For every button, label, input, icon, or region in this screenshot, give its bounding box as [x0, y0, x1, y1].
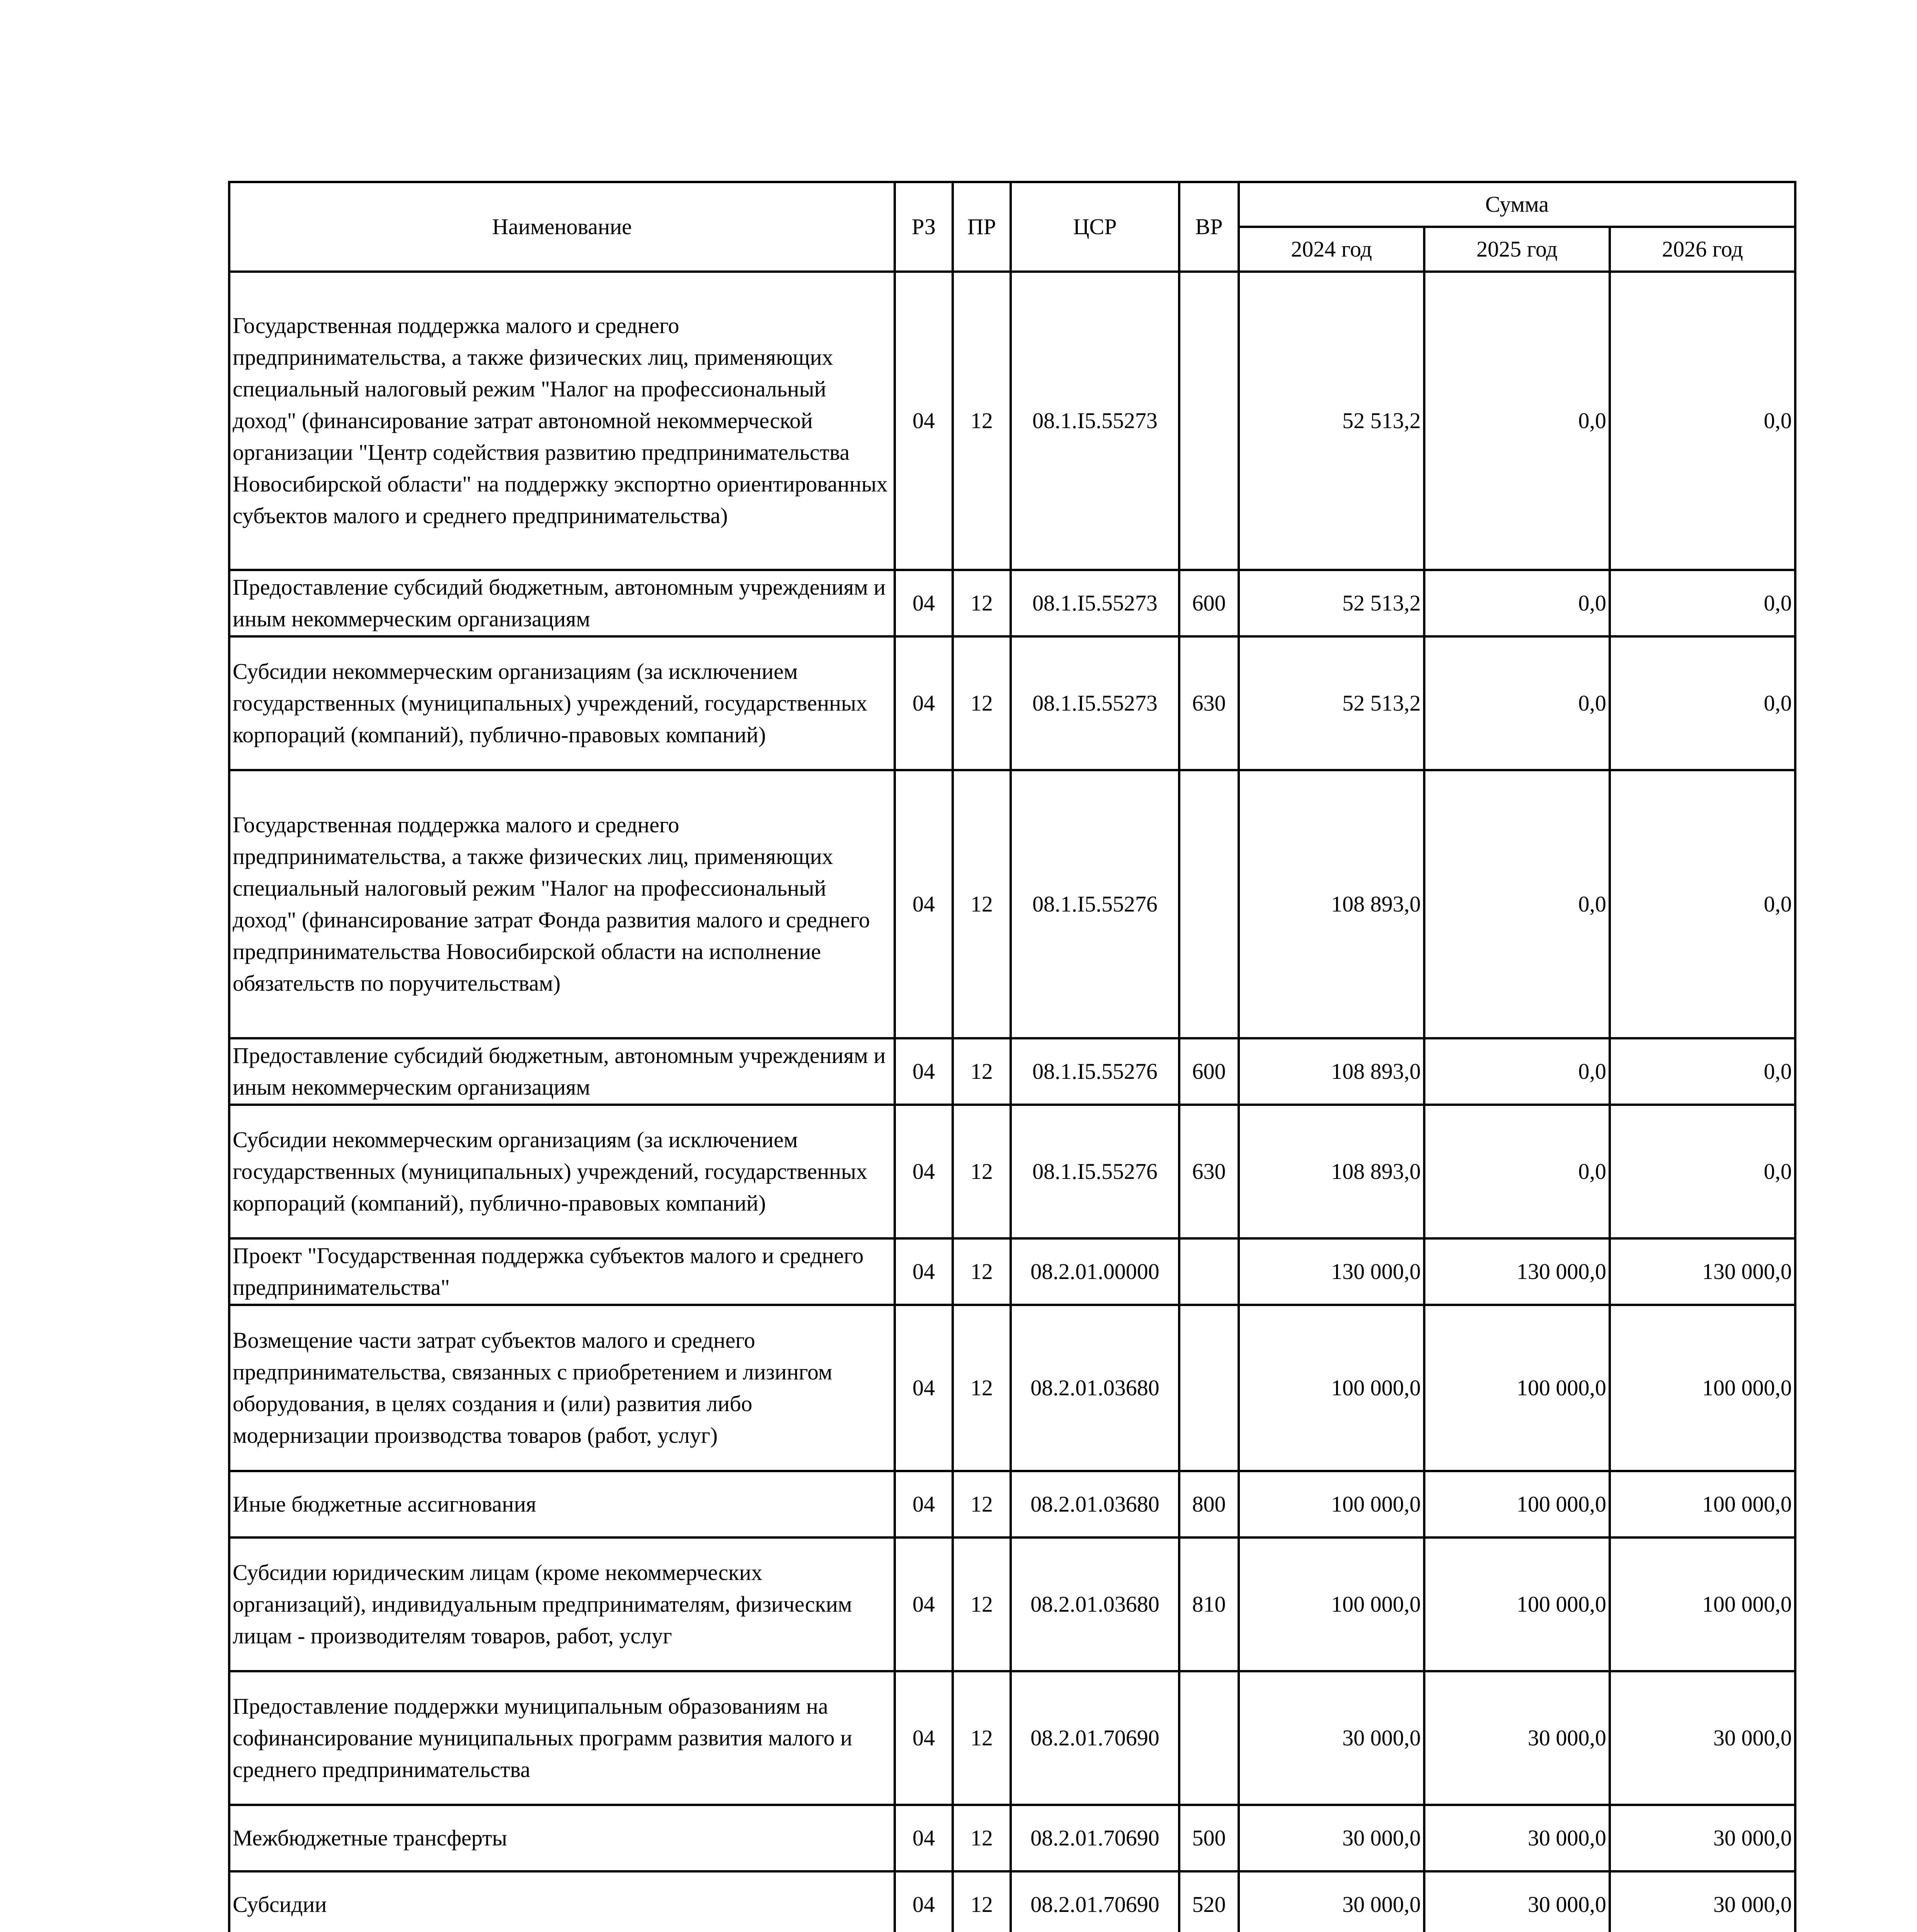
- cell-amount-2025: 130 000,0: [1424, 1238, 1610, 1305]
- cell-amount-2025: 100 000,0: [1424, 1305, 1610, 1471]
- cell-csr: 08.2.01.70690: [1011, 1671, 1179, 1805]
- cell-csr: 08.2.01.00000: [1011, 1238, 1179, 1305]
- cell-csr: 08.1.I5.55276: [1011, 770, 1179, 1038]
- header-year-2024: 2024 год: [1239, 227, 1424, 272]
- cell-rz: 04: [895, 1038, 953, 1105]
- cell-rz: 04: [895, 272, 953, 570]
- cell-pr: 12: [953, 1471, 1011, 1537]
- table-header: [229, 182, 1795, 272]
- cell-csr: 08.2.01.70690: [1011, 1871, 1179, 1932]
- cell-amount-2025: 0,0: [1424, 570, 1610, 636]
- cell-name: Предоставление поддержки муниципальным образованиям на софинансирование муниципальных программ развития малого и среднего предпринимательства: [229, 1671, 895, 1805]
- header-year-2025: 2025 год: [1424, 227, 1610, 272]
- cell-pr: 12: [953, 636, 1011, 770]
- cell-amount-2026: 0,0: [1610, 770, 1795, 1038]
- cell-name: Предоставление субсидий бюджетным, автономным учреждениям и иным некоммерческим организациям: [229, 570, 895, 636]
- cell-name: Государственная поддержка малого и среднего предпринимательства, а также физических лиц, применяющих специальный налоговый режим "Налог на профессиональный доход" (финансирование затрат Фонда развития малого и среднего предпринимательства Новосибирской области на исполнение обязательств по поручительствам): [229, 770, 895, 1038]
- table-row: [229, 1871, 1795, 1932]
- cell-vr: [1179, 770, 1239, 1038]
- cell-amount-2026: 0,0: [1610, 1038, 1795, 1105]
- cell-pr: 12: [953, 1671, 1011, 1805]
- table-row: [229, 1038, 1795, 1105]
- cell-rz: 04: [895, 1305, 953, 1471]
- cell-amount-2026: 130 000,0: [1610, 1238, 1795, 1305]
- cell-amount-2024: 30 000,0: [1239, 1671, 1424, 1805]
- cell-name: Субсидии некоммерческим организациям (за исключением государственных (муниципальных) учреждений, государственных корпораций (компаний), публично-правовых компаний): [229, 636, 895, 770]
- cell-amount-2024: 52 513,2: [1239, 570, 1424, 636]
- cell-amount-2026: 0,0: [1610, 272, 1795, 570]
- cell-amount-2025: 30 000,0: [1424, 1671, 1610, 1805]
- cell-csr: 08.2.01.70690: [1011, 1805, 1179, 1871]
- table-row: [229, 1305, 1795, 1471]
- cell-rz: 04: [895, 1805, 953, 1871]
- cell-csr: 08.1.I5.55276: [1011, 1038, 1179, 1105]
- cell-name: Межбюджетные трансферты: [229, 1805, 895, 1871]
- cell-rz: 04: [895, 1871, 953, 1932]
- cell-csr: 08.2.01.03680: [1011, 1471, 1179, 1537]
- cell-name: Государственная поддержка малого и среднего предпринимательства, а также физических лиц, применяющих специальный налоговый режим "Налог на профессиональный доход" (финансирование затрат автономной некоммерческой организации "Центр содействия развитию предпринимательства Новосибирской области" на поддержку экспортно ориентированных субъектов малого и среднего предпринимательства): [229, 272, 895, 570]
- cell-vr: 520: [1179, 1871, 1239, 1932]
- cell-amount-2024: 108 893,0: [1239, 1038, 1424, 1105]
- cell-name: Проект "Государственная поддержка субъектов малого и среднего предпринимательства": [229, 1238, 895, 1305]
- cell-vr: 500: [1179, 1805, 1239, 1871]
- cell-pr: 12: [953, 1238, 1011, 1305]
- cell-rz: 04: [895, 570, 953, 636]
- cell-pr: 12: [953, 570, 1011, 636]
- cell-pr: 12: [953, 1871, 1011, 1932]
- cell-amount-2025: 100 000,0: [1424, 1537, 1610, 1671]
- cell-rz: 04: [895, 1471, 953, 1537]
- cell-pr: 12: [953, 1305, 1011, 1471]
- cell-amount-2025: 0,0: [1424, 1038, 1610, 1105]
- table-row: [229, 636, 1795, 770]
- cell-rz: 04: [895, 1238, 953, 1305]
- cell-amount-2026: 30 000,0: [1610, 1805, 1795, 1871]
- cell-amount-2024: 30 000,0: [1239, 1805, 1424, 1871]
- table-row: [229, 1238, 1795, 1305]
- cell-csr: 08.2.01.03680: [1011, 1537, 1179, 1671]
- header-year-2026: 2026 год: [1610, 227, 1795, 272]
- cell-rz: 04: [895, 1537, 953, 1671]
- cell-amount-2024: 100 000,0: [1239, 1537, 1424, 1671]
- cell-vr: [1179, 1305, 1239, 1471]
- cell-csr: 08.1.I5.55276: [1011, 1105, 1179, 1238]
- table-row: [229, 1805, 1795, 1871]
- cell-amount-2026: 0,0: [1610, 636, 1795, 770]
- cell-amount-2026: 0,0: [1610, 1105, 1795, 1238]
- cell-pr: 12: [953, 1105, 1011, 1238]
- table-row: [229, 272, 1795, 570]
- header-sum: Сумма: [1239, 182, 1795, 227]
- cell-rz: 04: [895, 1671, 953, 1805]
- cell-vr: 630: [1179, 636, 1239, 770]
- cell-amount-2025: 30 000,0: [1424, 1871, 1610, 1932]
- cell-amount-2025: 0,0: [1424, 272, 1610, 570]
- header-vr: ВР: [1179, 182, 1239, 272]
- cell-amount-2025: 0,0: [1424, 636, 1610, 770]
- cell-rz: 04: [895, 770, 953, 1038]
- cell-amount-2024: 130 000,0: [1239, 1238, 1424, 1305]
- cell-amount-2024: 52 513,2: [1239, 636, 1424, 770]
- table-row: [229, 1105, 1795, 1238]
- cell-pr: 12: [953, 1038, 1011, 1105]
- table-row: [229, 1537, 1795, 1671]
- cell-vr: 600: [1179, 570, 1239, 636]
- budget-table: [228, 181, 1796, 1932]
- cell-vr: 630: [1179, 1105, 1239, 1238]
- cell-vr: 800: [1179, 1471, 1239, 1537]
- cell-vr: [1179, 272, 1239, 570]
- table-row: [229, 570, 1795, 636]
- cell-amount-2026: 30 000,0: [1610, 1671, 1795, 1805]
- cell-amount-2025: 0,0: [1424, 1105, 1610, 1238]
- cell-pr: 12: [953, 272, 1011, 570]
- cell-amount-2025: 100 000,0: [1424, 1471, 1610, 1537]
- cell-name: Субсидии: [229, 1871, 895, 1932]
- cell-csr: 08.1.I5.55273: [1011, 272, 1179, 570]
- cell-amount-2024: 100 000,0: [1239, 1471, 1424, 1537]
- table-row: [229, 770, 1795, 1038]
- cell-pr: 12: [953, 1805, 1011, 1871]
- cell-amount-2025: 0,0: [1424, 770, 1610, 1038]
- cell-vr: 600: [1179, 1038, 1239, 1105]
- table-body: [229, 272, 1795, 1932]
- cell-amount-2024: 52 513,2: [1239, 272, 1424, 570]
- header-pr: ПР: [953, 182, 1011, 272]
- cell-amount-2026: 30 000,0: [1610, 1871, 1795, 1932]
- cell-name: Субсидии некоммерческим организациям (за исключением государственных (муниципальных) учреждений, государственных корпораций (компаний), публично-правовых компаний): [229, 1105, 895, 1238]
- cell-csr: 08.1.I5.55273: [1011, 570, 1179, 636]
- header-rz: РЗ: [895, 182, 953, 272]
- cell-amount-2026: 100 000,0: [1610, 1537, 1795, 1671]
- cell-csr: 08.1.I5.55273: [1011, 636, 1179, 770]
- cell-vr: [1179, 1238, 1239, 1305]
- cell-amount-2026: 0,0: [1610, 570, 1795, 636]
- header-csr: ЦСР: [1011, 182, 1179, 272]
- cell-amount-2024: 108 893,0: [1239, 770, 1424, 1038]
- cell-amount-2024: 100 000,0: [1239, 1305, 1424, 1471]
- cell-name: Возмещение части затрат субъектов малого и среднего предпринимательства, связанных с приобретением и лизингом оборудования, в целях создания и (или) развития либо модернизации производства товаров (работ, услуг): [229, 1305, 895, 1471]
- cell-pr: 12: [953, 1537, 1011, 1671]
- table-row: [229, 1671, 1795, 1805]
- cell-rz: 04: [895, 1105, 953, 1238]
- cell-vr: [1179, 1671, 1239, 1805]
- cell-amount-2026: 100 000,0: [1610, 1471, 1795, 1537]
- cell-name: Иные бюджетные ассигнования: [229, 1471, 895, 1537]
- table-row: [229, 1471, 1795, 1537]
- cell-amount-2024: 108 893,0: [1239, 1105, 1424, 1238]
- cell-amount-2026: 100 000,0: [1610, 1305, 1795, 1471]
- cell-name: Предоставление субсидий бюджетным, автономным учреждениям и иным некоммерческим организациям: [229, 1038, 895, 1105]
- cell-amount-2024: 30 000,0: [1239, 1871, 1424, 1932]
- cell-pr: 12: [953, 770, 1011, 1038]
- cell-name: Субсидии юридическим лицам (кроме некоммерческих организаций), индивидуальным предпринимателям, физическим лицам - производителям товаров, работ, услуг: [229, 1537, 895, 1671]
- header-name: Наименование: [229, 182, 895, 272]
- cell-csr: 08.2.01.03680: [1011, 1305, 1179, 1471]
- cell-vr: 810: [1179, 1537, 1239, 1671]
- cell-amount-2025: 30 000,0: [1424, 1805, 1610, 1871]
- cell-rz: 04: [895, 636, 953, 770]
